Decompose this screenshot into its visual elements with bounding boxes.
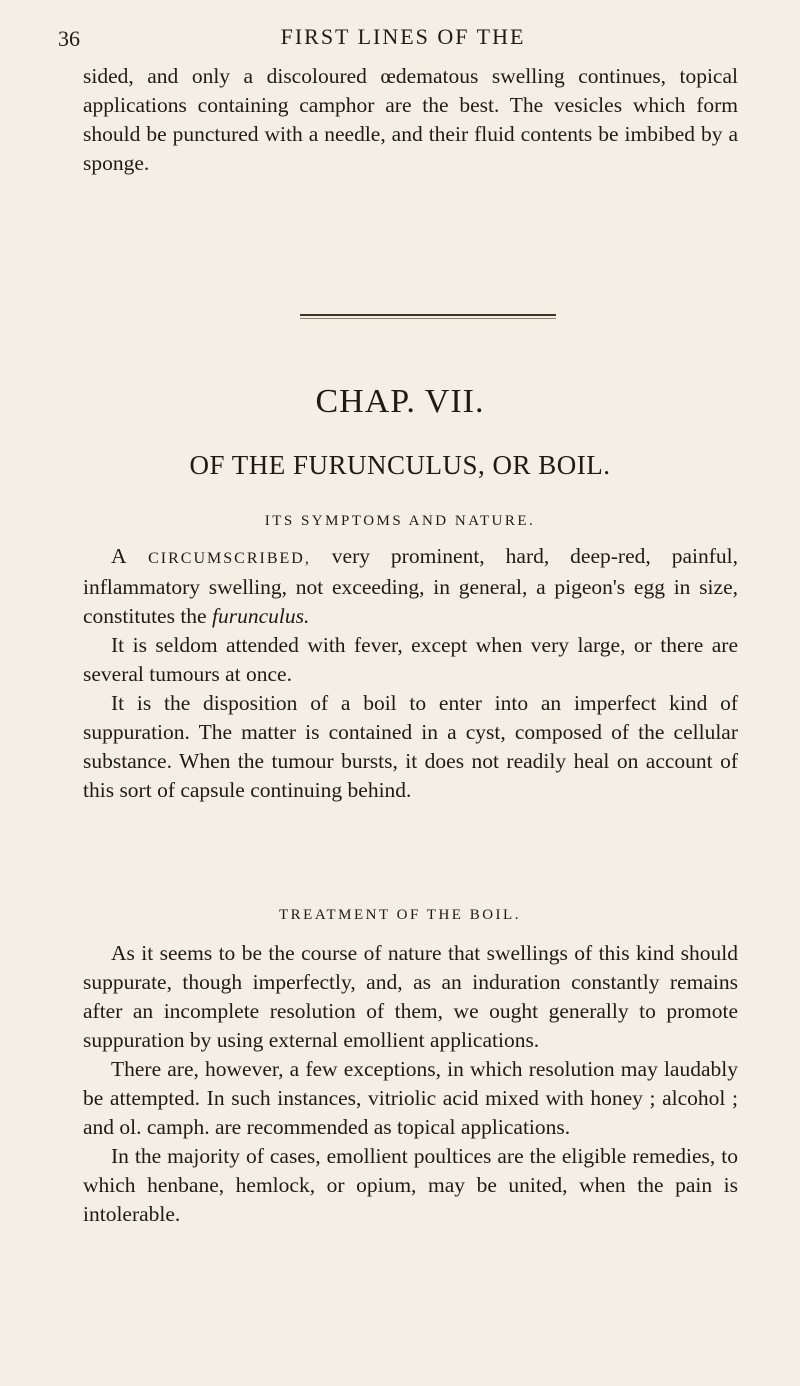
section-heading-symptoms: ITS SYMPTOMS AND NATURE. bbox=[264, 513, 536, 529]
chapter-title: OF THE FURUNCULUS, OR BOIL. bbox=[189, 450, 611, 480]
paragraph: It is the disposition of a boil to enter into an imperfect kind of suppuration. The matter is contained in a cyst, composed of the cellular substance. When the tumour bursts, it does not readily heal on account of this sort of capsule continuing behind. bbox=[83, 691, 738, 802]
paragraph: It is seldom attended with fever, except when very large, or there are several tumours at once. bbox=[83, 633, 738, 686]
paragraph: As it seems to be the course of nature that swellings of this kind should suppurate, though imperfectly, and, as an induration constantly remains after an incomplete resolution of them, we ought generally to promote suppuration by using external emollient applications. bbox=[83, 941, 738, 1052]
page-number: 36 bbox=[58, 26, 80, 51]
drop-letter: A bbox=[111, 544, 127, 568]
term-furunculus: furunculus. bbox=[211, 604, 310, 628]
section-treatment-body bbox=[83, 939, 738, 1229]
paragraph-text: very prominent, hard, deep-red, painful, inflammatory swelling, not exceeding, in general, a pigeon's egg in size, constitutes the bbox=[83, 544, 738, 628]
running-head bbox=[58, 20, 748, 54]
section-symptoms-body bbox=[83, 542, 738, 805]
lead-word: CIRCUMSCRIBED, bbox=[126, 550, 311, 567]
chapter-divider-rule bbox=[300, 314, 556, 316]
continuation-paragraph bbox=[83, 62, 738, 178]
continuation-text: sided, and only a discoloured œdematous swelling continues, topical applications containing camphor are the best. The vesicles which form should be punctured with a needle, and their fluid contents be imbibed by a sponge. bbox=[83, 64, 738, 175]
chapter-label: CHAP. VII. bbox=[315, 383, 485, 420]
paragraph: In the majority of cases, emollient poultices are the eligible remedies, to which henbane, hemlock, or opium, may be united, when the pain is intolerable. bbox=[83, 1144, 738, 1226]
section-heading-treatment: TREATMENT OF THE BOIL. bbox=[279, 907, 521, 923]
paragraph bbox=[83, 542, 738, 631]
running-title: FIRST LINES OF THE bbox=[280, 24, 526, 49]
paragraph: There are, however, a few exceptions, in which resolution may laudably be attempted. In such instances, vitriolic acid mixed with honey ; alcohol ; and ol. camph. are recommended as topical applications. bbox=[83, 1057, 738, 1139]
